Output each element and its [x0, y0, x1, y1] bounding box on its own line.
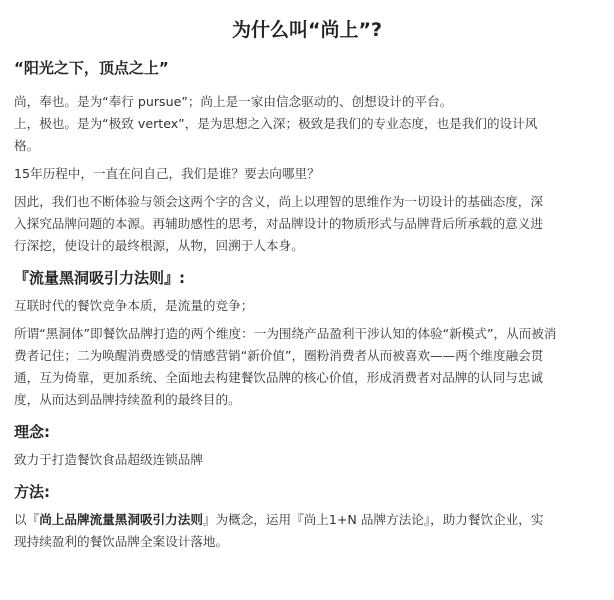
method-line-2: 现持续盈利的餐饮品牌全案设计落地。: [14, 534, 229, 549]
intro-line-3: 格。: [14, 138, 40, 153]
method-title: 方法:: [14, 483, 50, 501]
law-detail-line-2: 费者记住；二为唤醒消费感受的情感营销“新价值”，圈粉消费者从而被喜欢——两个维度融会贯: [14, 348, 544, 363]
history-paragraph: 15年历程中，一直在问自己，我们是谁？要去向哪里？: [14, 166, 320, 181]
intro-paragraph: [14, 91, 600, 157]
law-detail-paragraph: [14, 323, 600, 411]
intro-line-2: 上，极也。是为“极致 vertex”，是为思想之入深；极致是我们的专业态度，也是我们的设计风: [14, 116, 538, 131]
law-detail-line-3: 通，互为倚靠，更加系统、全面地去构建餐饮品牌的核心价值，形成消费者对品牌的认同与忠诚: [14, 370, 543, 385]
concept-title: 理念:: [14, 423, 50, 441]
method-bold-term: 尚上品牌流量黑洞吸引力法则: [39, 512, 203, 527]
reason-paragraph: [14, 191, 600, 257]
law-detail-line-4: 度，从而达到品牌持续盈利的最终目的。: [14, 392, 241, 407]
method-pre: 以『: [14, 512, 40, 527]
law-section-title: 『流量黑洞吸引力法则』:: [14, 269, 185, 287]
slogan-heading: “阳光之下，顶点之上”: [14, 59, 169, 77]
reason-line-3: 行深挖，使设计的最终根源，从物，回溯于人本身。: [14, 238, 304, 253]
intro-line-1: 尚，奉也。是为“奉行 pursue”；尚上是一家由信念驱动的、创想设计的平台。: [14, 94, 453, 109]
page-title: 为什么叫“尚上”?: [232, 19, 382, 41]
law-intro-paragraph: 互联时代的餐饮竞争本质，是流量的竞争；: [14, 298, 254, 313]
law-detail-line-1: 所谓“黑洞体”即餐饮品牌打造的两个维度：一为围绕产品盈利干涉认知的体验“新模式”，从而被消: [14, 326, 557, 341]
method-mid: 』为概念，运用『尚上1+N 品牌方法论』，助力餐饮企业，实: [202, 512, 544, 527]
reason-line-1: 因此，我们也不断体验与领会这两个字的含义，尚上以理智的思维作为一切设计的基础态度，深: [14, 194, 543, 209]
reason-line-2: 入探究品牌问题的本源。再辅助感性的思考，对品牌设计的物质形式与品牌背后所承载的意义进: [14, 216, 543, 231]
method-line-1: [14, 509, 600, 531]
concept-text: 致力于打造餐饮食品超级连锁品牌: [14, 452, 203, 467]
method-paragraph: [14, 509, 600, 553]
